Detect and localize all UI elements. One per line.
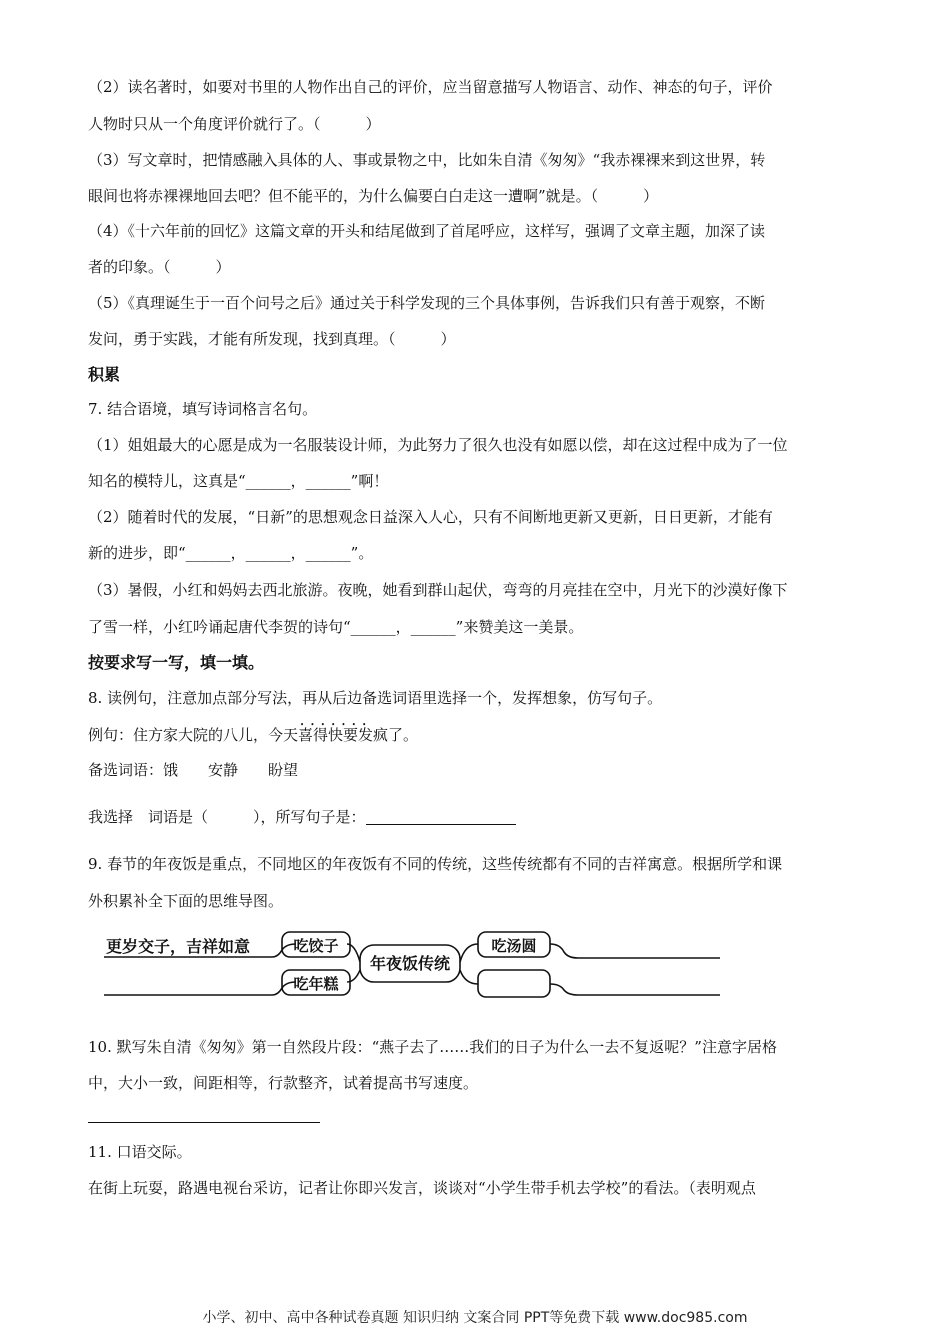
q7-stem: 7. 结合语境，填写诗词格言名句。 <box>88 400 318 418</box>
q10-stem-line2: 中，大小一致，间距相等，行款整齐，试着提高书写速度。 <box>88 1074 479 1092</box>
mindmap-line-right-top <box>550 944 720 958</box>
mindmap-line-left-bottom <box>104 982 296 995</box>
q8-stem: 8. 读例句，注意加点部分写法，再从后边备选词语里选择一个，发挥想象，仿写句子。 <box>88 689 663 707</box>
q7-item2-line2: 新的进步，即“______，______，______”。 <box>88 544 374 562</box>
q8-example-emphasis: • • • 喜得快要发疯 <box>298 726 388 744</box>
q8-answer-blank[interactable] <box>366 810 516 825</box>
mindmap-right-top-label: 吃汤圆 <box>491 937 537 955</box>
q6-item2-line1: （2）读名著时，如要对书里的人物作出自己的评价，应当留意描写人物语言、动作、神态的句子，评价 <box>88 78 773 96</box>
q8-answer-prefix: 我选择 词语是（ ），所写句子是： <box>88 808 366 826</box>
q8-options: 备选词语：饿 安静 盼望 <box>88 761 299 779</box>
q6-item4-line1: （4）《十六年前的回忆》这篇文章的开头和结尾做到了首尾呼应，这样写，强调了文章主题，加深了读 <box>88 222 766 240</box>
q6-item2-line2: 人物时只从一个角度评价就行了。（ ） <box>88 115 381 133</box>
page-footer: 小学、初中、高中各种试卷真题 知识归纳 文案合同 PPT等免费下载 www.doc985.com <box>202 1310 748 1326</box>
q6-item5-line2: 发问，勇于实践，才能有所发现，找到真理。（ ） <box>88 330 456 348</box>
mindmap-left-top-meaning: 更岁交子，吉祥如意 <box>106 937 251 956</box>
q7-item1-line2: 知名的模特儿，这真是“______，______”啊！ <box>88 472 389 490</box>
q7-item3-line1: （3）暑假，小红和妈妈去西北旅游。夜晚，她看到群山起伏，弯弯的月亮挂在空中，月光下的沙漠好像下 <box>88 581 788 599</box>
q6-item3-line1: （3）写文章时，把情感融入具体的人、事或景物之中，比如朱自清《匆匆》“我赤裸裸来到这世界，转 <box>88 151 766 169</box>
mindmap-connector-right-top <box>460 944 478 962</box>
q6-item4-line2: 者的印象。（ ） <box>88 258 231 276</box>
mindmap-connector-right-bottom <box>460 970 478 984</box>
q8-example-suffix: 了。 <box>388 726 419 744</box>
q9-mind-map <box>100 926 725 1004</box>
q6-item3-line2: 眼间也将赤裸裸地回去吧？但不能平的，为什么偏要白白走这一遭啊”就是。（ ） <box>88 187 659 205</box>
q7-item3-line2: 了雪一样，小红吟诵起唐代李贺的诗句“______，______”来赞美这一美景。 <box>88 618 584 636</box>
q7-item1-line1: （1）姐姐最大的心愿是成为一名服装设计师，为此努力了很久也没有如愿以偿，却在这过程中成为了一位 <box>88 436 788 454</box>
q9-stem-line1: 9. 春节的年夜饭是重点，不同地区的年夜饭有不同的传统，这些传统都有不同的吉祥寓意。根据所学和课 <box>88 855 783 873</box>
mindmap-box-right-bottom <box>478 970 550 997</box>
q10-answer-line[interactable] <box>88 1122 320 1123</box>
mindmap-line-right-bottom <box>550 984 720 995</box>
mindmap-center-label: 年夜饭传统 <box>369 954 451 973</box>
section-heading-write: 按要求写一写，填一填。 <box>88 653 265 672</box>
q11-stem: 11. 口语交际。 <box>88 1143 192 1161</box>
mindmap-left-bottom-label: 吃年糕 <box>293 975 339 993</box>
q11-body: 在街上玩耍，路遇电视台采访，记者让你即兴发言，谈谈对“小学生带手机去学校”的看法。（表明观点 <box>88 1179 756 1197</box>
section-heading-accumulate: 积累 <box>88 365 121 384</box>
q6-item5-line1: （5）《真理诞生于一百个问号之后》通过关于科学发现的三个具体事例，告诉我们只有善于观察，不断 <box>88 294 766 312</box>
q10-stem-line1: 10. 默写朱自清《匆匆》第一自然段片段：“燕子去了……我们的日子为什么一去不复返呢？”注意字居格 <box>88 1038 777 1056</box>
q8-example <box>88 724 418 746</box>
mindmap-left-top-label: 吃饺子 <box>293 937 339 955</box>
q7-item2-line1: （2）随着时代的发展，“日新”的思想观念日益深入人心，只有不间断地更新又更新，日日更新，才能有 <box>88 508 773 526</box>
q8-example-prefix: 例句：住方家大院的八儿，今天 <box>88 726 299 744</box>
q9-stem-line2: 外积累补全下面的思维导图。 <box>88 892 284 910</box>
q8-answer-row <box>88 806 516 828</box>
